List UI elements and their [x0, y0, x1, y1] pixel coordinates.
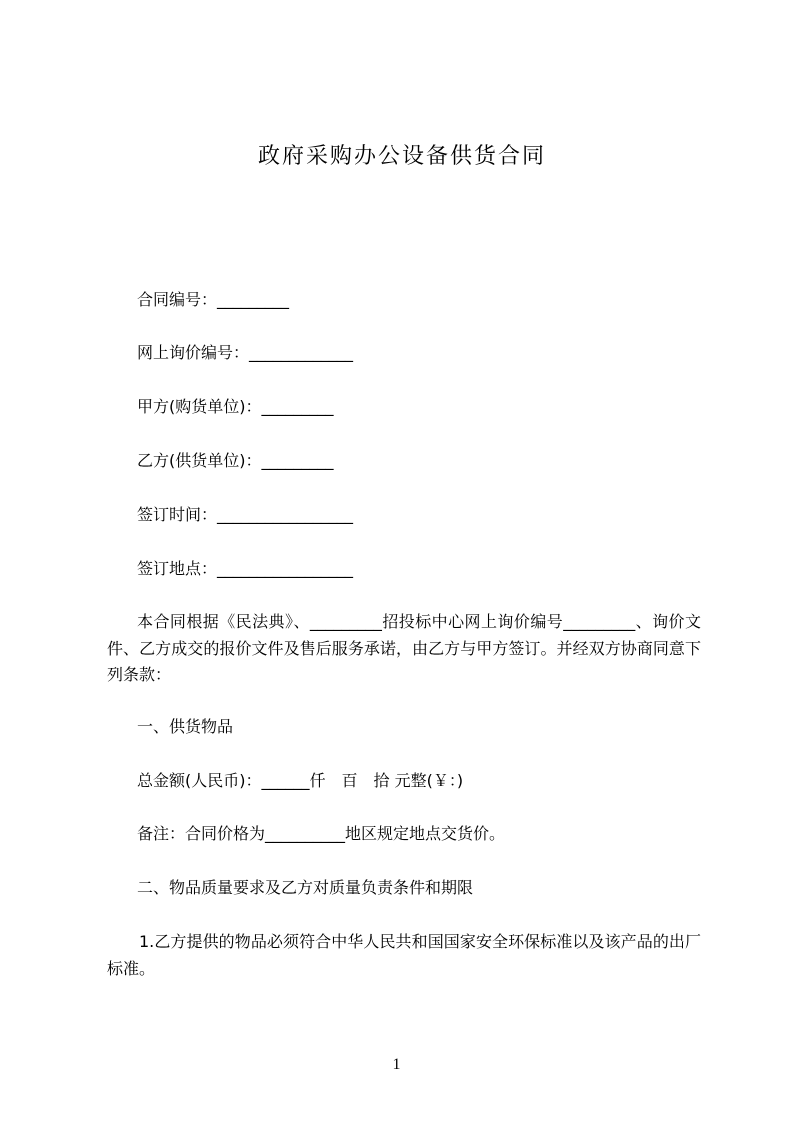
signing-place-label: 签订地点：: [137, 559, 218, 578]
signing-place-field: [137, 556, 353, 582]
section-2-heading: 二、物品质量要求及乙方对质量负责条件和期限: [137, 878, 474, 897]
party-b-blank: _________: [261, 451, 334, 470]
page-number: 1: [392, 1056, 401, 1073]
section-1-heading: 一、供货物品: [137, 717, 234, 736]
signing-date-label: 签订时间：: [137, 505, 218, 524]
party-b-field: [137, 448, 334, 474]
party-b-label: 乙方(供货单位)：: [137, 451, 262, 470]
signing-date-field: [137, 502, 353, 528]
signing-place-blank: _________________: [217, 559, 354, 578]
contract-number-field: [137, 287, 289, 313]
quality-clause-1: 1.乙方提供的物品必须符合中华人民共和国国家安全环保标准以及该产品的出厂标准。: [107, 932, 701, 978]
price-note-line: 备注：合同价格为__________地区规定地点交货价。: [137, 824, 506, 843]
party-a-blank: _________: [261, 397, 334, 416]
contract-number-label: 合同编号：: [137, 290, 218, 309]
online-inquiry-number-label: 网上询价编号：: [137, 343, 250, 362]
total-amount-line: 总金额(人民币)：______仟 百 拾 元整(￥：): [137, 771, 464, 790]
signing-date-blank: _________________: [217, 505, 354, 524]
document-title: 政府采购办公设备供货合同: [258, 144, 547, 169]
contract-number-blank: _________: [217, 290, 290, 309]
party-a-label: 甲方(购货单位)：: [137, 397, 262, 416]
party-a-field: [137, 394, 334, 420]
online-inquiry-number-field: [137, 340, 353, 366]
online-inquiry-number-blank: _____________: [249, 343, 354, 362]
preamble-paragraph: 本合同根据《民法典》、_________招投标中心网上询价编号_________、询价文件、乙方成交的报价文件及售后服务承诺，由乙方与甲方签订。并经双方协商同意下列条款：: [107, 612, 701, 684]
